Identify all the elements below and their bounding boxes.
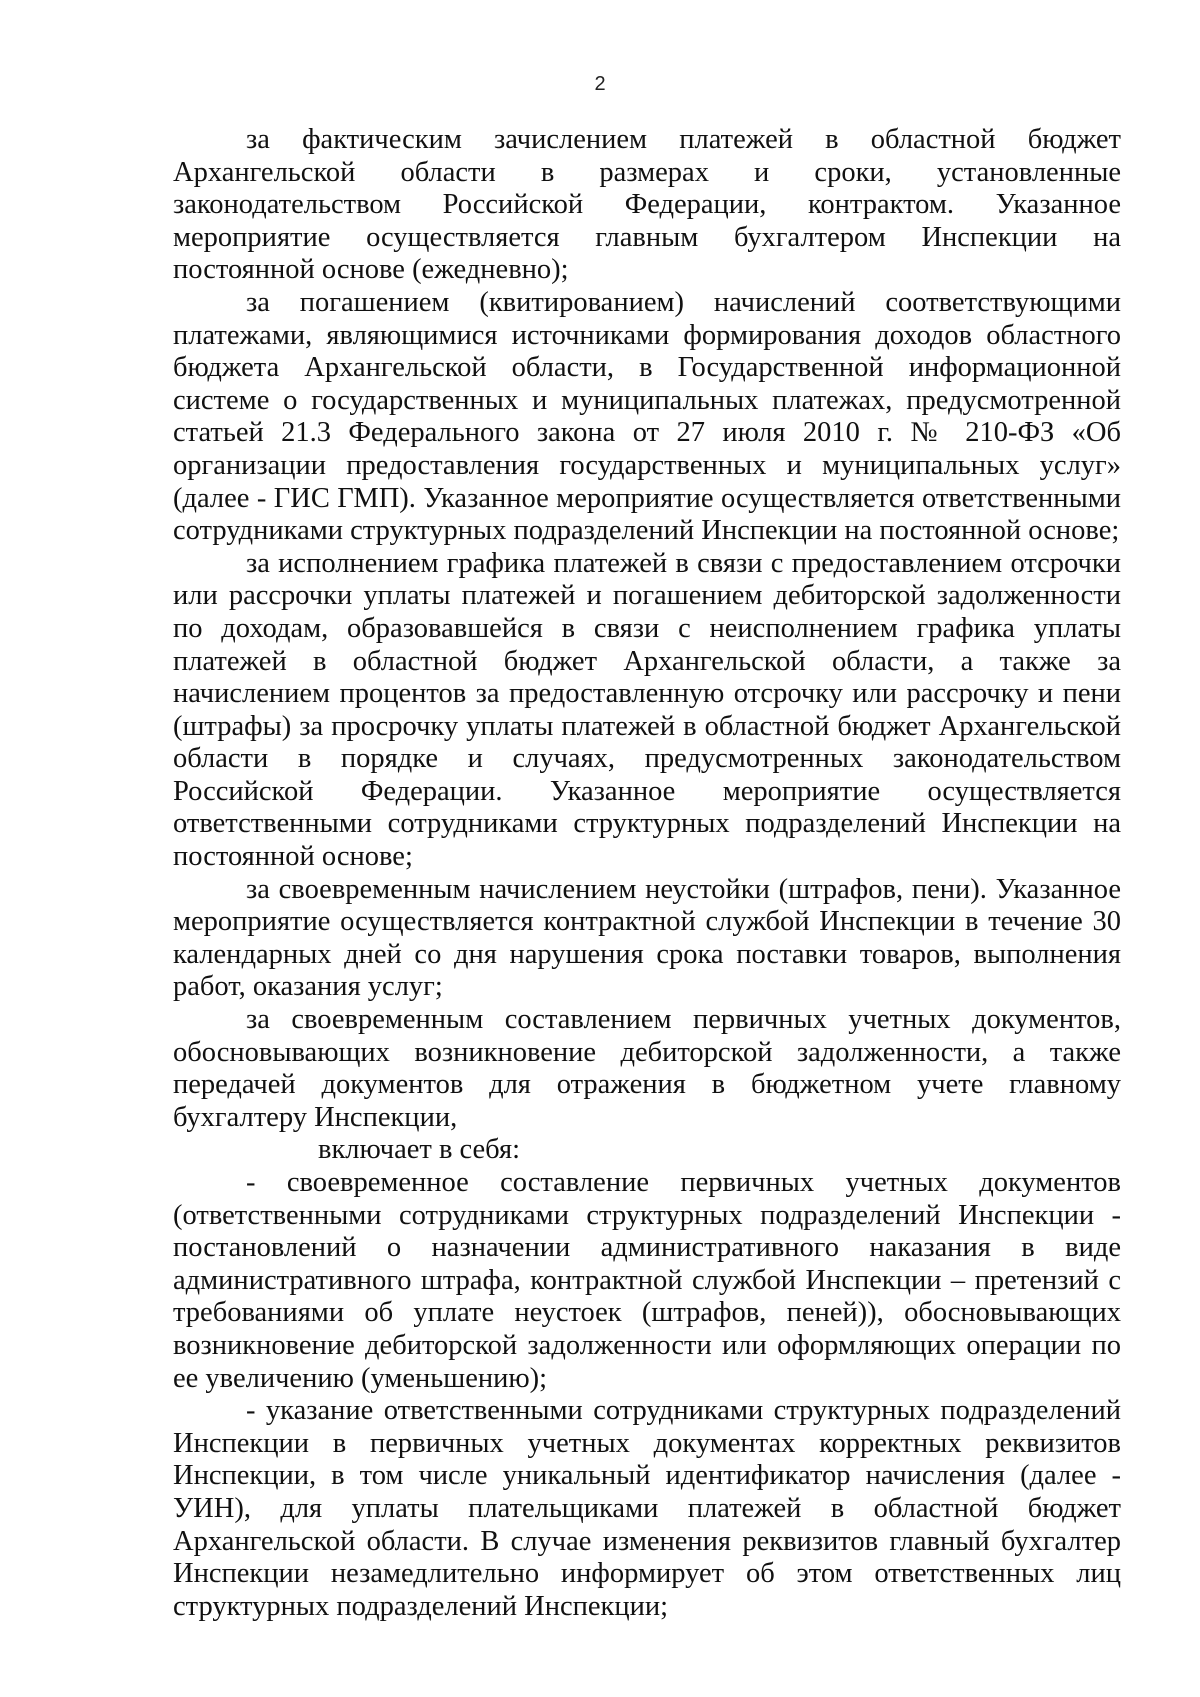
document-body [173, 124, 1121, 1623]
list-item-timely-preparation: - своевременное составление первичных учетных документов (ответственными сотрудниками структурных подразделений Инспекции - постановлений о назначении административного наказания в виде административного штрафа, контрактной службой Инспекции – претензий с требованиями об уплате неустоек (штрафов, пеней)), обосновывающих возникновение дебиторской задолженности или оформляющих операции по ее увеличению (уменьшению); [173, 1167, 1121, 1394]
paragraph-actual-crediting: за фактическим зачислением платежей в областной бюджет Архангельской области в размерах и сроки, установленные законодательством Российской Федерации, контрактом. Указанное мероприятие осуществляется главным бухгалтером Инспекции на постоянной основе (ежедневно); [173, 124, 1121, 286]
paragraph-payment-schedule: за исполнением графика платежей в связи с предоставлением отсрочки или рассрочки уплаты платежей и погашением дебиторской задолженности по доходам, образовавшейся в связи с неисполнением графика уплаты платежей в областной бюджет Архангельской области, а также за начислением процентов за предоставленную отсрочку или рассрочку и пени (штрафы) за просрочку уплаты платежей в областной бюджет Архангельской области в порядке и случаях, предусмотренных законодательством Российской Федерации. Указанное мероприятие осуществляется ответственными сотрудниками структурных подразделений Инспекции на постоянной основе; [173, 547, 1121, 873]
paragraph-penalty-accrual: за своевременным начислением неустойки (штрафов, пени). Указанное мероприятие осуществляется контрактной службой Инспекции в течение 30 календарных дней со дня нарушения срока поставки товаров, выполнения работ, оказания услуг; [173, 873, 1121, 1003]
list-item-correct-details: - указание ответственными сотрудниками структурных подразделений Инспекции в первичных учетных документах корректных реквизитов Инспекции, в том числе уникальный идентификатор начисления (далее - УИН), для уплаты плательщиками платежей в областной бюджет Архангельской области. В случае изменения реквизитов главный бухгалтер Инспекции незамедлительно информирует об этом ответственных лиц структурных подразделений Инспекции; [173, 1395, 1121, 1622]
page-number: 2 [594, 73, 606, 95]
paragraph-primary-documents: за своевременным составлением первичных учетных документов, обосновывающих возникновение дебиторской задолженности, а также передачей документов для отражения в бюджетном учете главному бухгалтеру Инспекции, [173, 1004, 1121, 1133]
paragraph-repayment-gis-gmp: за погашением (квитированием) начислений соответствующими платежами, являющимися источниками формирования доходов областного бюджета Архангельской области, в Государственной информационной системе о государственных и муниципальных платежах, предусмотренной статьей 21.3 Федерального закона от 27 июля 2010 г. № 210-ФЗ «Об организации предоставления государственных и муниципальных услуг» (далее - ГИС ГМП). Указанное мероприятие осуществляется ответственными сотрудниками структурных подразделений Инспекции на постоянной основе; [173, 286, 1121, 547]
paragraph-includes: включает в себя: [318, 1134, 520, 1166]
